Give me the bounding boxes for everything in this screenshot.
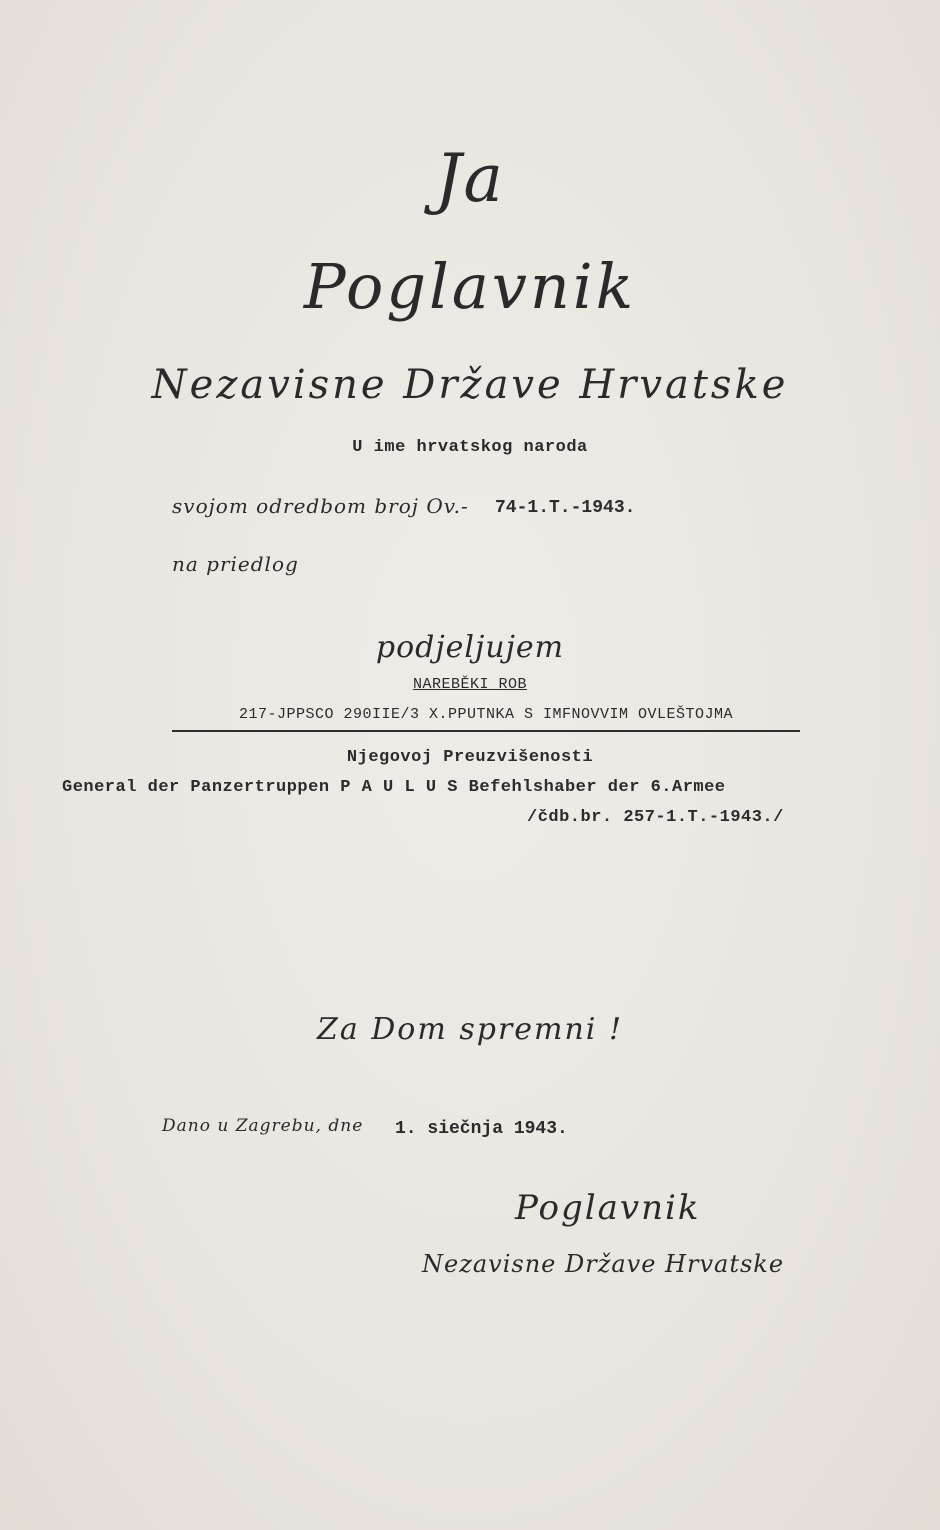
odredba-label: svojom odredbom broj Ov.- — [172, 494, 469, 518]
dated-date: 1. siečnja 1943. — [395, 1119, 568, 1139]
signature-poglavnik: Poglavnik — [515, 1188, 701, 1228]
recipient-line-2: General der Panzertruppen P A U L U S Befehlshaber der 6.Armee — [62, 778, 726, 797]
prijedlog-label: na priedlog — [172, 552, 299, 576]
heading-ndh: Nezavisne Države Hrvatske — [151, 362, 789, 408]
award-verb: podjeljujem — [375, 630, 565, 665]
intro-ime: U ime hrvatskog naroda — [352, 438, 588, 457]
recipient-line-1: Njegovoj Preuzvišenosti — [346, 748, 594, 767]
award-line-1: NAREBĚKI ROB — [412, 676, 528, 693]
heading-poglavnik: Poglavnik — [303, 250, 637, 323]
divider-rule — [172, 730, 800, 732]
heading-ja: Ja — [435, 140, 505, 217]
award-line-2: 217-JPPSCO 290IIE/3 X.PPUTNKA S IMFNOVVIM OVLEŠTOJMA — [238, 706, 734, 723]
recipient-line-3: /čdb.br. 257-1.T.-1943./ — [527, 808, 784, 827]
salute: Za Dom spremni ! — [316, 1012, 623, 1047]
odredba-number: 74-1.T.-1943. — [495, 498, 636, 518]
dated-label: Dano u Zagrebu, dne — [162, 1116, 364, 1136]
signature-ndh: Nezavisne Države Hrvatske — [422, 1250, 785, 1278]
